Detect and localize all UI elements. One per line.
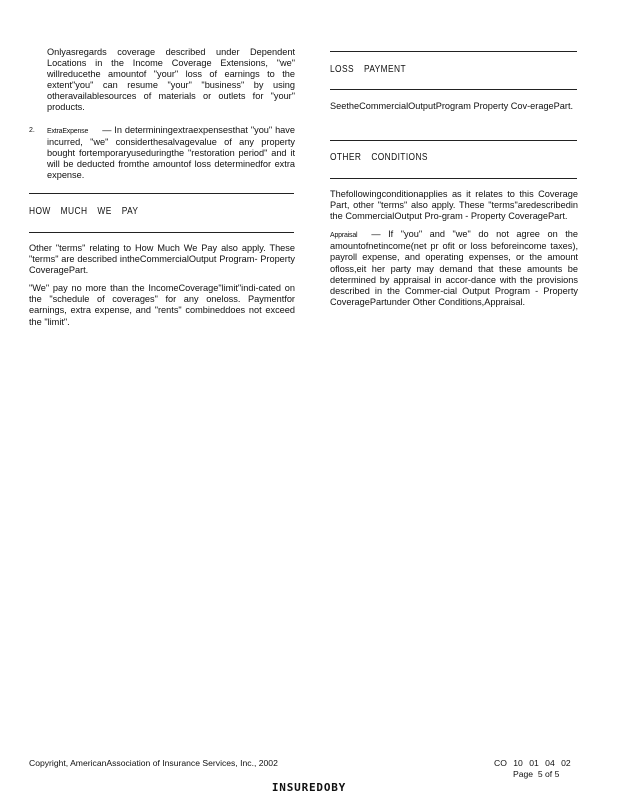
heading-loss-payment: LOSS PAYMENT [330, 63, 406, 75]
left-column-lower [29, 243, 295, 328]
paragraph-other-terms: Other "terms" relating to How Much We Pay also apply. These "terms" are described intheCommercialOutput Program- Property CoveragePart. [29, 243, 295, 276]
item-title-extra-expense: ExtraExpense [47, 127, 89, 135]
divider [330, 178, 577, 179]
item-number: 2. [29, 126, 35, 134]
divider [29, 232, 294, 233]
divider [330, 140, 577, 141]
page-indicator: Page 5 of 5 [513, 769, 560, 779]
brand-watermark: INSUREDOBY [271, 781, 347, 794]
heading-other-conditions: OTHER CONDITIONS [330, 151, 428, 163]
paragraph-appraisal [330, 229, 578, 308]
divider [330, 89, 577, 90]
item-text-extra-expense: — In determiningextraexpensesthat "you" have incurred, "we" considerthesalvagevalue of any property bought fortemporaryuseduringthe "restoration period" and it will be deducted fromthe amountof loss determinedfor extra expense. [47, 124, 295, 180]
left-column [29, 47, 295, 181]
right-column-loss-payment [330, 101, 578, 112]
footer-copyright: Copyright, AmericanAssociation of Insurance Services, Inc., 2002 [29, 758, 278, 768]
form-number: CO 10 01 04 02 [494, 758, 571, 768]
item-extra-expense [29, 125, 295, 181]
footer-form-info [494, 758, 571, 780]
divider [330, 51, 577, 52]
divider [29, 193, 294, 194]
paragraph-loss-payment: SeetheCommercialOutputProgram Property Cov-eragePart. [330, 101, 574, 111]
appraisal-title: Appraisal [330, 232, 358, 240]
right-column-conditions [330, 189, 578, 308]
heading-how-much-we-pay: HOW MUCH WE PAY [29, 205, 139, 217]
appraisal-text: — If "you" and "we" do not agree on the amountofnetincome(net pr ofit or loss beforeincome taxes), payroll expense, and operating expenses, or the amount ofloss,eit her party may demand that these amounts be determined by appraisal in accor-dance with the provisions described in the Commer-cial Output Program - Property CoveragePartunder Other Conditions,Appraisal. [330, 229, 578, 307]
paragraph-dependent-locations: Onlyasregards coverage described under Dependent Locations in the Income Coverage Extensions, "we" willreducethe amountof "your" loss of earnings to the extent"you" can resume "your" "business" by using otheravailablesources of materials or outlets for "your" products. [47, 47, 295, 113]
paragraph-following-condition: Thefollowingconditionapplies as it relates to this Coverage Part, other "terms" also apply. These "terms"aredescribedin the CommercialOutput Pro-gram - Property CoveragePart. [330, 189, 578, 222]
paragraph-we-pay: "We" pay no more than the IncomeCoverage"limit"indi-cated on the "schedule of coverages" for any oneloss. Paymentfor earnings, extra expense, and "rents" combineddoes not exceed the "limit". [29, 283, 295, 327]
